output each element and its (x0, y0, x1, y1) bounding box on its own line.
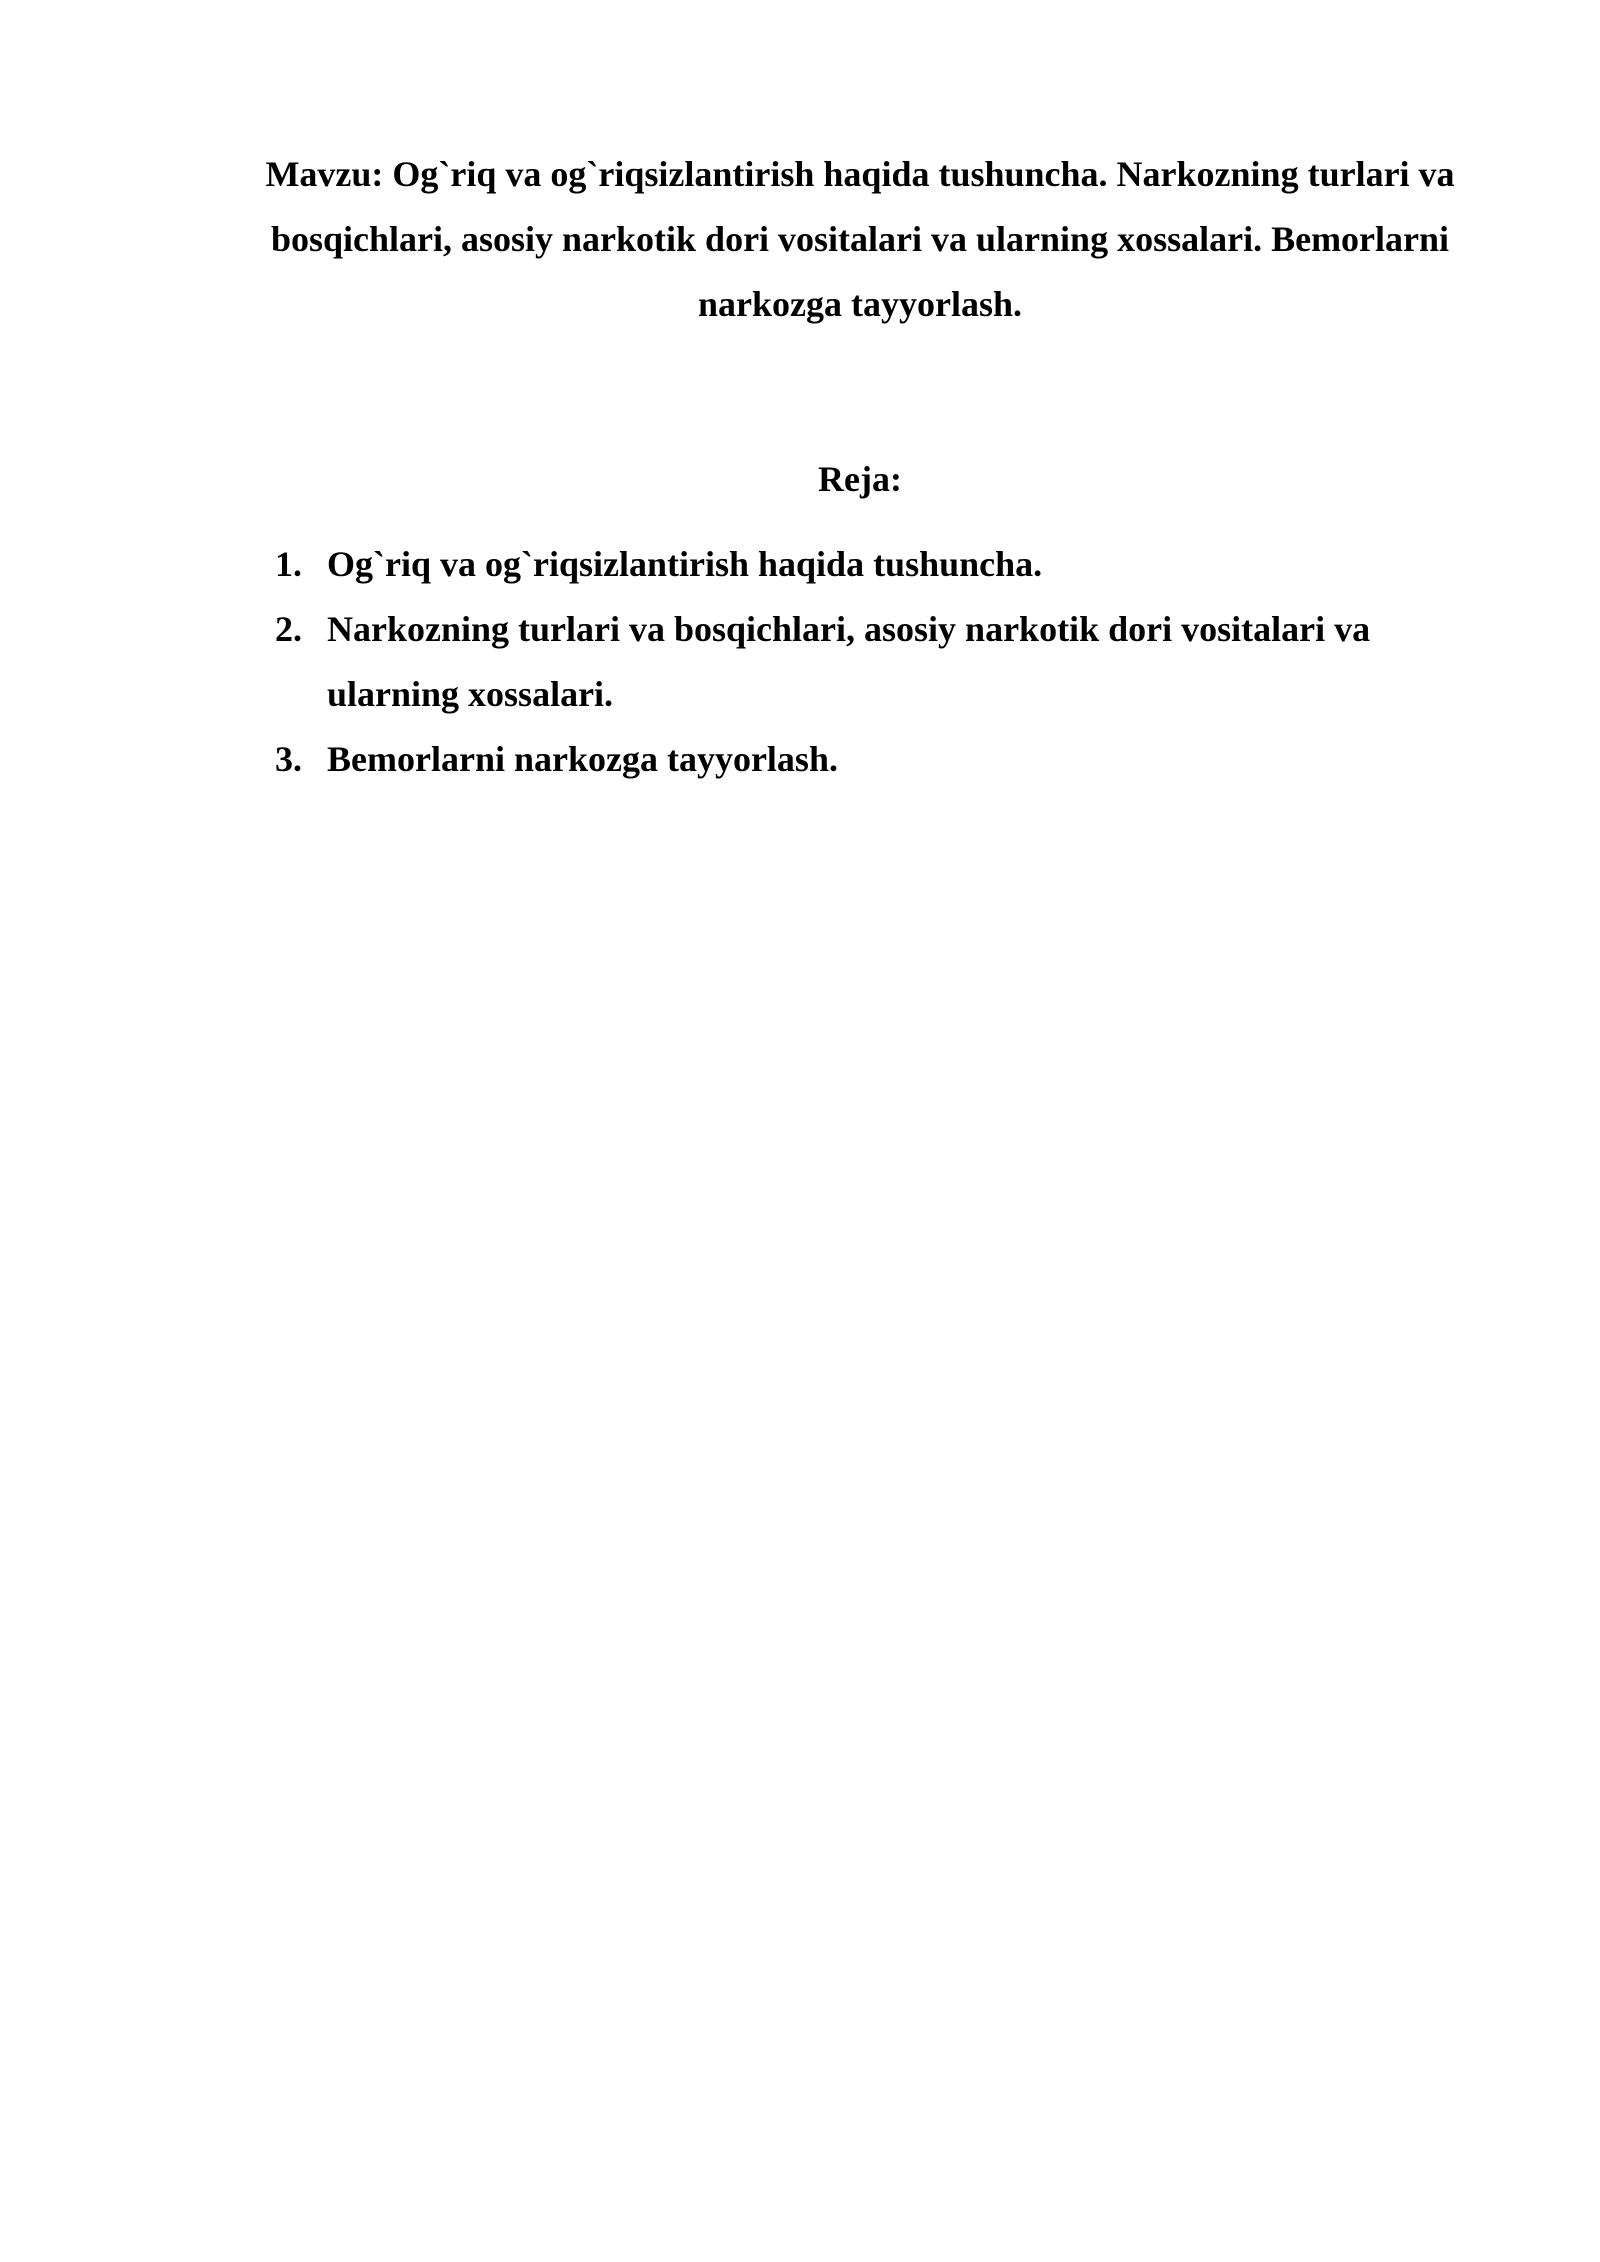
plan-item-number: 3. (275, 739, 302, 779)
topic-title: Mavzu: Og`riq va og`riqsizlantirish haqida tushuncha. Narkozning turlari va bosqichlari, asosiy narkotik dori vositalari va ularning xossalari. Bemorlarni narkozga tayyorlash. (265, 154, 1455, 324)
plan-item-text: Narkozning turlari va bosqichlari, asosiy narkotik dori vositalari va ularning xossalari. (327, 609, 1371, 714)
plan-item-text: Og`riq va og`riqsizlantirish haqida tushuncha. (327, 544, 1043, 584)
plan-list (275, 532, 1490, 792)
plan-heading: Reja: (818, 459, 902, 499)
plan-item-number: 2. (275, 609, 302, 649)
plan-item (275, 532, 1490, 597)
plan-item (275, 727, 1490, 792)
plan-item (275, 597, 1490, 727)
plan-item-text: Bemorlarni narkozga tayyorlash. (327, 739, 838, 779)
plan-item-number: 1. (275, 544, 302, 584)
